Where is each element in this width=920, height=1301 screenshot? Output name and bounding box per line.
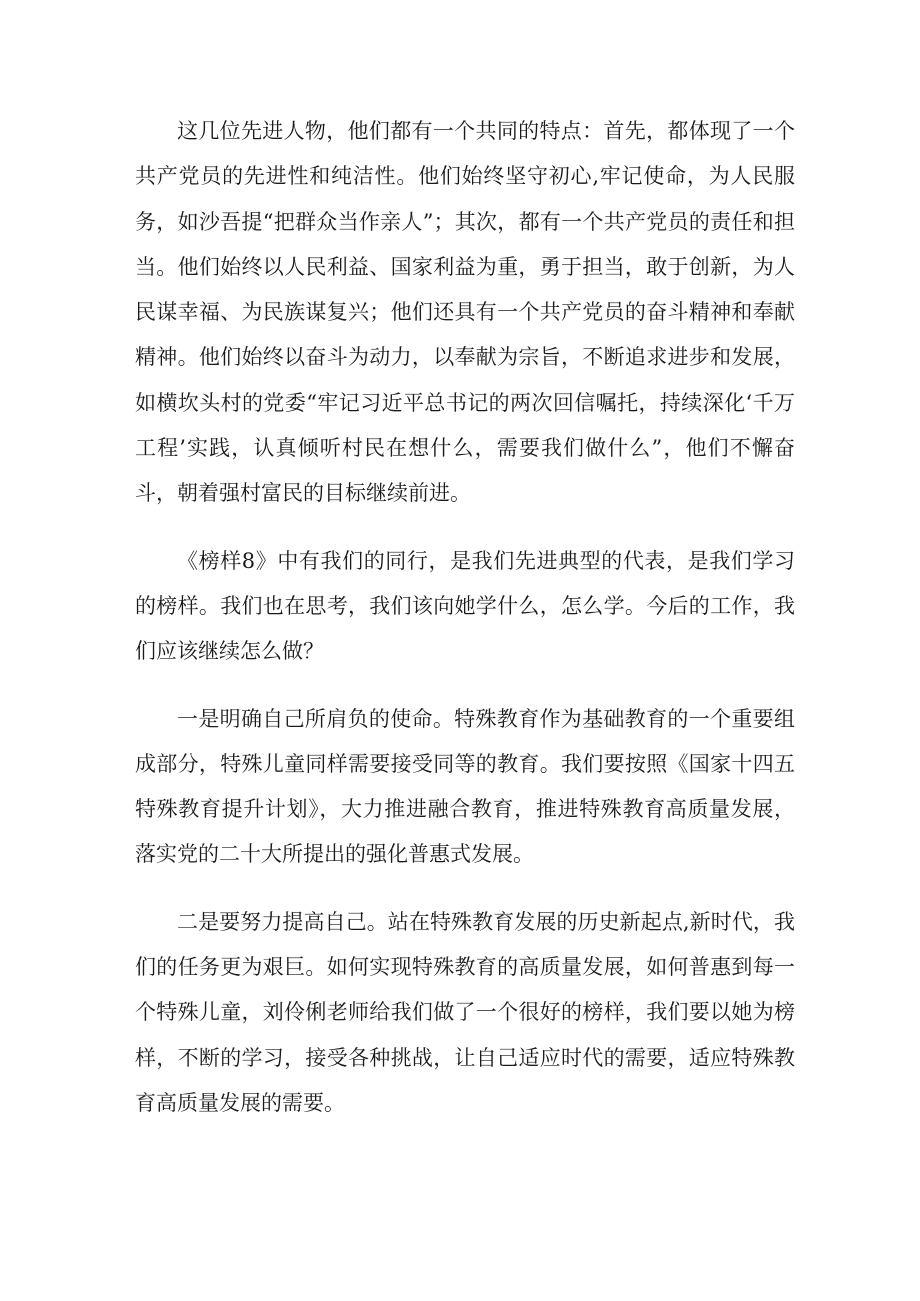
paragraph-mission: 一是明确自己所肩负的使命。特殊教育作为基础教育的一个重要组成部分，特殊儿童同样需要接受同等的教育。我们要按照《国家十四五特殊教育提升计划》，大力推进融合教育，推进特殊教育高质量发展，落实党的二十大所提出的强化普惠式发展。 xyxy=(135,706,795,867)
paragraph-role-model: 《榜样8》中有我们的同行，是我们先进典型的代表，是我们学习的榜样。我们也在思考，我们该向她学什么，怎么学。今后的工作，我们应该继续怎么做？ xyxy=(135,548,795,664)
paragraph-common-traits: 这几位先进人物，他们都有一个共同的特点：首先，都体现了一个共产党员的先进性和纯洁性。他们始终坚守初心,牢记使命，为人民服务，如沙吾提“把群众当作亲人”；其次，都有一个共产党员的责任和担当。他们始终以人民利益、国家利益为重，勇于担当，敢于创新，为人民谋幸福、为民族谋复兴；他们还具有一个共产党员的奋斗精神和奉献精神。他们始终以奋斗为动力，以奉献为宗旨，不断追求进步和发展，如横坎头村的党委“牢记习近平总书记的两次回信嘱托，持续深化‘千万工程’实践，认真倾听村民在想什么，需要我们做什么”，他们不懈奋斗，朝着强村富民的目标继续前进。 xyxy=(135,119,795,506)
paragraph-self-improvement: 二是要努力提高自己。站在特殊教育发展的历史新起点,新时代，我们的任务更为艰巨。如何实现特殊教育的高质量发展，如何普惠到每一个特殊儿童，刘伶俐老师给我们做了一个很好的榜样，我们要以她为榜样，不断的学习，接受各种挑战，让自己适应时代的需要，适应特殊教育高质量发展的需要。 xyxy=(135,909,795,1115)
document-body xyxy=(135,109,795,1148)
